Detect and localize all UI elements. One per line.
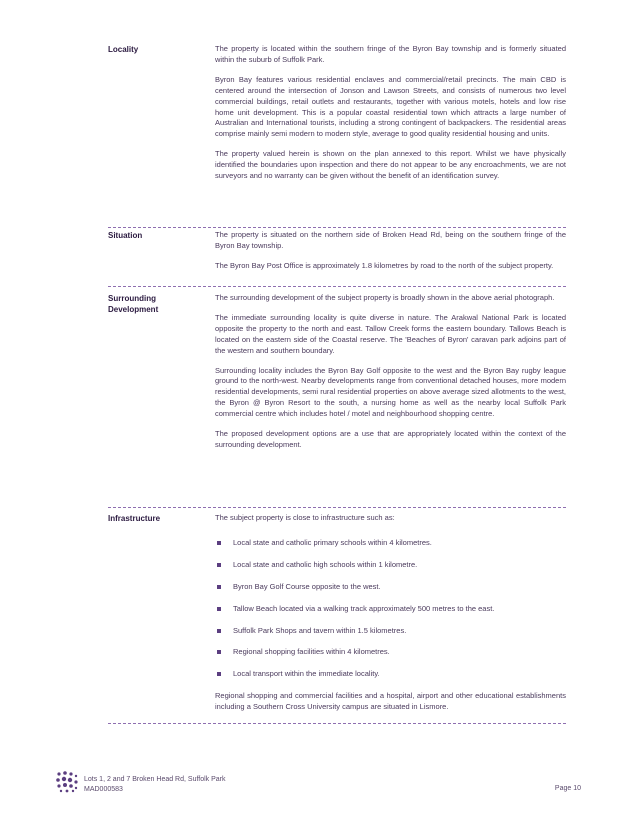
paragraph: The surrounding development of the subject property is broadly shown in the above aerial photograph. [215,293,555,302]
paragraph: The property is located within the southern fringe of the Byron Bay township and is formerly situated within the suburb of Suffolk Park. [215,44,566,64]
list-item [215,647,566,658]
infrastructure-list [215,538,566,680]
section-body-infrastructure [215,513,566,722]
section-divider [108,507,566,508]
list-item [215,582,566,593]
section-infrastructure [108,513,566,723]
list-item-text: Local state and catholic high schools within 1 kilometre. [233,559,418,569]
list-item-text: Regional shopping facilities within 4 kilometres. [233,647,390,657]
paragraph: Regional shopping and commercial facilities and a hospital, airport and other educational establishments including a Southern Cross University campus are situated in Lismore. [215,691,566,712]
footer-reference: MAD000583 [84,786,123,793]
paragraph: Byron Bay features various residential enclaves and commercial/retail precincts. The main CBD is centered around the intersection of Jonson and Lawson Streets, and consists of numerous two level commercial buildings, retail outlets and restaurants, together with various motels, hotels and low rise home unit development. This is a popular coastal residential town which attracts a large number of Australian and International tourists, including a strong contingent of backpackers. The residential areas comprise mainly semi modern to modern style, average to good quality residential housing and units. [215,74,566,139]
label-line: Surrounding [108,294,156,303]
list-item-text: Tallow Beach located via a walking track approximately 500 metres to the east. [233,603,495,613]
label-line: Development [108,305,159,314]
page-number: Page 10 [554,785,581,792]
section-situation [108,230,566,285]
section-locality [108,44,566,224]
paragraph: The proposed development options are a use that are appropriately located within the context of the surrounding development. [215,429,566,449]
list-item-text: Local transport within the immediate locality. [233,669,380,679]
bullet-icon [217,672,221,676]
list-item [215,560,566,571]
list-item-text: Suffolk Park Shops and tavern within 1.5 kilometres. [233,625,407,635]
section-label-infrastructure: Infrastructure [108,514,161,523]
list-item-text: Byron Bay Golf Course opposite to the west. [233,581,381,591]
bullet-icon [217,585,221,589]
paragraph: The immediate surrounding locality is quite diverse in nature. The Arakwal National Park is located opposite the property to the north and east. Tallow Creek forms the eastern boundary. Tallows Beach is located on the eastern side of the Coastal reserve. The 'Beaches of Byron' caravan park adjoins part of the western and southern boundary. [215,312,566,355]
paragraph: The Byron Bay Post Office is approximately 1.8 kilometres by road to the north of the subject property. [215,260,554,270]
paragraph: The property valued herein is shown on the plan annexed to this report. Whilst we have physically identified the boundaries upon inspection and there do not appear to be any encroachments, we are not surveyors and no warranty can be given without the benefit of an identification survey. [215,149,566,181]
bullet-icon [217,607,221,611]
section-body-situation [215,230,566,281]
footer-address [84,775,226,795]
bullet-icon [217,563,221,567]
section-label-surrounding [108,293,203,315]
section-divider [108,723,566,724]
section-divider [108,227,566,228]
section-label-situation: Situation [108,231,143,240]
paragraph: Surrounding locality includes the Byron Bay Golf opposite to the west and the Byron Bay rugby league ground to the north-west. Nearby developments range from conventional detached houses, more modern residential developments, semi rural residential properties on above average sized allotments to the west, the Byron @ Byron Resort to the south, a nursing home as well as the nearby local Suffolk Park commercial centre which includes hotel / motel and neighbourhood shopping centre. [215,365,566,419]
section-body-surrounding [215,293,566,460]
list-item-text: Local state and catholic primary schools within 4 kilometres. [233,537,432,547]
bullet-icon [217,629,221,633]
section-body-locality [215,44,566,191]
list-item [215,538,566,549]
section-surrounding-development [108,293,566,503]
list-item [215,604,566,615]
list-item [215,669,566,680]
bullet-icon [217,541,221,545]
section-label-locality: Locality [108,45,139,54]
list-item [215,626,566,637]
company-logo-icon [55,770,79,794]
paragraph: The property is situated on the northern side of Broken Head Rd, being on the southern fringe of the Byron Bay township. [215,230,566,250]
bullet-icon [217,650,221,654]
footer-line: Lots 1, 2 and 7 Broken Head Rd, Suffolk Park [84,776,226,783]
section-divider [108,286,566,287]
paragraph: The subject property is close to infrastructure such as: [215,513,395,522]
